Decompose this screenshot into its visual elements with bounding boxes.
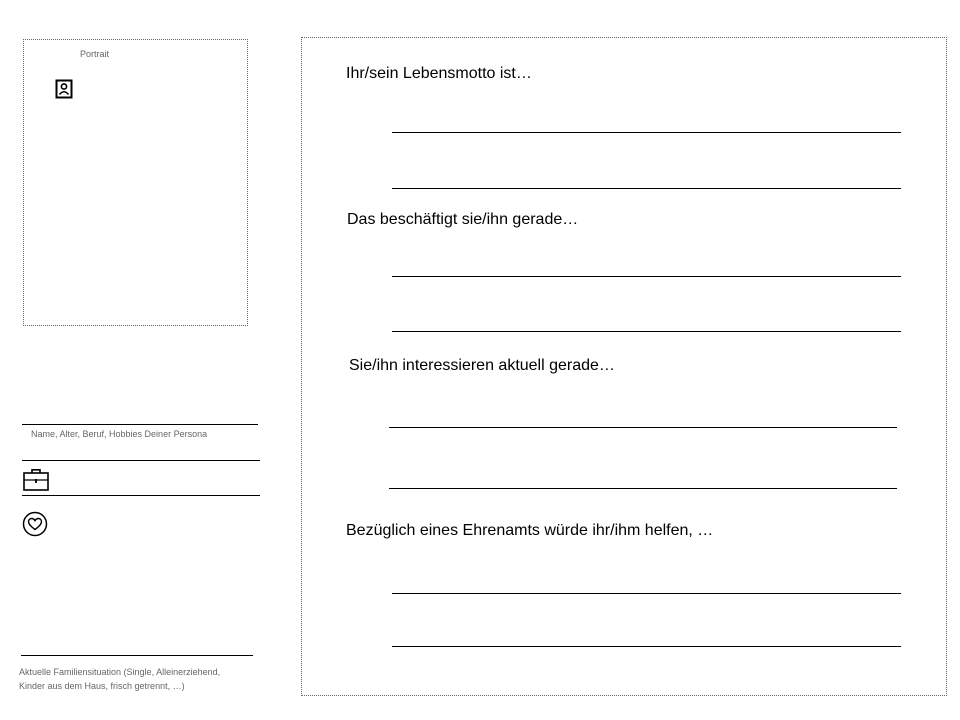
answer-line[interactable] [389, 427, 897, 428]
answer-line[interactable] [392, 331, 901, 332]
name-label: Name, Alter, Beruf, Hobbies Deiner Persona [31, 429, 208, 439]
question-interests: Sie/ihn interessieren aktuell gerade… [349, 357, 615, 374]
question-current-concerns: Das beschäftigt sie/ihn gerade… [347, 211, 579, 228]
portrait-box[interactable] [23, 39, 248, 326]
name-line [22, 424, 258, 425]
answer-line[interactable] [392, 276, 901, 277]
answer-line[interactable] [389, 488, 897, 489]
portrait-icon [54, 79, 74, 99]
separator-line [22, 460, 260, 461]
portrait-label: Portrait [80, 49, 110, 59]
answer-line[interactable] [392, 646, 901, 647]
answer-line[interactable] [392, 188, 901, 189]
answer-line[interactable] [392, 593, 901, 594]
question-volunteering: Bezüglich eines Ehrenamts würde ihr/ihm helfen, … [346, 522, 714, 539]
question-motto: Ihr/sein Lebensmotto ist… [346, 65, 532, 82]
family-line [21, 655, 253, 656]
briefcase-icon [23, 468, 49, 492]
family-label-line1: Aktuelle Familiensituation (Single, Alleinerziehend, [19, 667, 221, 677]
family-label-line2: Kinder aus dem Haus, frisch getrennt, …) [19, 681, 185, 691]
work-line [22, 495, 260, 496]
answer-line[interactable] [392, 132, 901, 133]
heart-icon [22, 511, 48, 537]
